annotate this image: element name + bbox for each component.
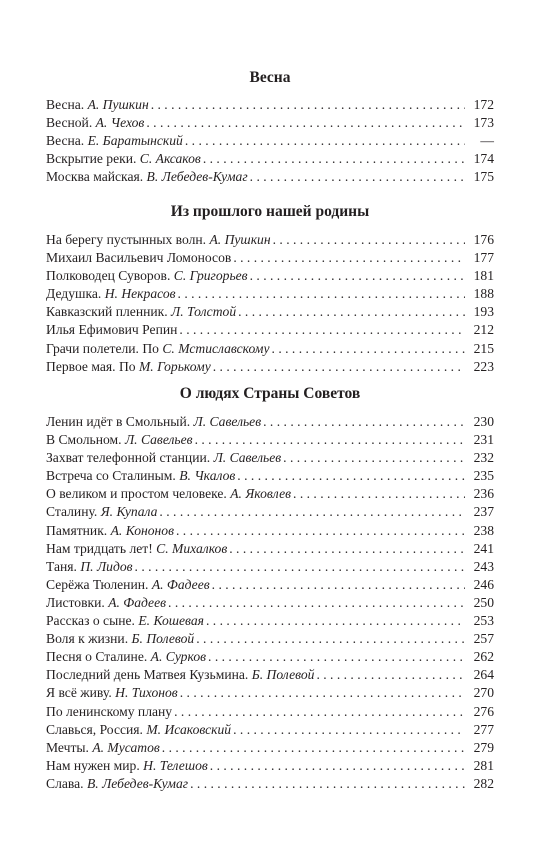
dot-leader (180, 684, 465, 702)
dot-leader (176, 522, 465, 540)
entry-author: Б. Полевой (131, 631, 195, 647)
entry-page-number: 282 (473, 775, 494, 791)
toc-section-soviet-people (46, 384, 494, 793)
entry-title: Мечты. (46, 739, 93, 755)
entry-author: С. Мстиславскому (162, 340, 270, 356)
entry-page-number: 235 (473, 468, 494, 484)
entry-author: М. Горькому (138, 358, 211, 374)
toc-entry[interactable] (46, 431, 494, 449)
entry-title: Песня о Сталине. (46, 649, 151, 665)
dot-leader (190, 775, 465, 793)
entry-page-number: 241 (473, 540, 494, 556)
entry-author: Н. Телешов (143, 757, 208, 773)
entry-page-number: 257 (473, 631, 494, 647)
entry-page-number: — (480, 133, 494, 149)
entry-title: Рассказ о сыне. (46, 613, 139, 629)
entry-page-number: 279 (473, 739, 494, 755)
entry-page-number: 277 (473, 721, 494, 737)
toc-entry[interactable] (46, 558, 494, 576)
entry-author: А. Мусатов (92, 739, 160, 755)
dot-leader (146, 114, 465, 132)
dot-leader (250, 267, 465, 285)
entry-title: Грачи полетели. По (46, 340, 163, 356)
entry-author: Л. Савельев (213, 450, 282, 466)
toc-entry[interactable] (46, 285, 494, 303)
entry-title: Михаил Васильевич Ломоносов (46, 250, 232, 266)
dot-leader (159, 503, 465, 521)
entry-page-number: 193 (473, 304, 494, 320)
toc-entry[interactable] (46, 612, 494, 630)
entry-title: Последний день Матвея Кузьмина. (46, 667, 252, 683)
entry-text (46, 96, 149, 114)
entry-page-number: 175 (473, 169, 494, 185)
toc-entry[interactable] (46, 132, 494, 150)
toc-entry[interactable] (46, 340, 494, 358)
entry-text (46, 540, 227, 558)
entry-text (46, 684, 178, 702)
dot-leader (179, 321, 465, 339)
entry-author: Л. Толстой (171, 304, 237, 320)
entry-text (46, 721, 231, 739)
entry-text (46, 431, 193, 449)
dot-leader (272, 340, 465, 358)
toc-entry[interactable] (46, 467, 494, 485)
dot-leader (178, 285, 465, 303)
entry-text (46, 503, 157, 521)
dot-leader (151, 96, 465, 114)
dot-leader (135, 558, 465, 576)
dot-leader (203, 150, 465, 168)
entry-text (46, 340, 270, 358)
entry-page-number: 172 (473, 97, 494, 112)
entry-title: Встреча со Сталиным. (46, 468, 180, 484)
entry-text (46, 358, 211, 376)
entry-title: Кавказский пленник. (46, 304, 172, 320)
entry-text (46, 485, 291, 503)
entry-text (46, 150, 201, 168)
dot-leader (168, 594, 465, 612)
entry-author: М. Исаковский (146, 721, 232, 737)
entry-title: Захват телефонной станции. (46, 450, 214, 466)
toc-entry[interactable] (46, 775, 494, 793)
entry-text (46, 303, 236, 321)
entry-author: А. Чехов (95, 115, 145, 131)
entry-page-number: 212 (473, 322, 494, 338)
toc-entry[interactable] (46, 684, 494, 702)
entry-title: Сталину. (46, 504, 101, 520)
entry-text (46, 522, 174, 540)
entry-page-number: 281 (473, 757, 494, 773)
dot-leader (316, 666, 465, 684)
entry-title: О великом и простом человеке. (46, 486, 231, 502)
entry-title: Илья Ефимович Репин (46, 322, 178, 338)
toc-entry[interactable] (46, 231, 494, 249)
entry-author: С. Аксаков (139, 151, 201, 167)
entry-author: П. Лидов (80, 558, 133, 574)
toc-entry[interactable] (46, 168, 494, 186)
entry-page-number: 230 (473, 414, 494, 429)
entry-author: Е. Кошевая (138, 613, 204, 629)
entry-page-number: 238 (473, 522, 494, 538)
dot-leader (273, 231, 465, 249)
entry-author: С. Григорьев (173, 268, 248, 284)
entry-page-number: 232 (473, 450, 494, 466)
toc-entry[interactable] (46, 522, 494, 540)
toc-entry[interactable] (46, 594, 494, 612)
entry-author: Е. Баратынский (87, 133, 183, 149)
toc-entry[interactable] (46, 358, 494, 376)
dot-leader (233, 721, 465, 739)
dot-leader (162, 739, 465, 757)
entry-title: Серёжа Тюленин. (46, 576, 152, 592)
dot-leader (208, 648, 465, 666)
dot-leader (195, 431, 465, 449)
entry-text (46, 168, 248, 186)
toc-section-history (46, 202, 494, 376)
dot-leader (237, 467, 465, 485)
entry-title: По ленинскому плану (46, 703, 173, 719)
entry-author: В. Лебедев-Кумаг (146, 169, 248, 185)
entry-page-number: 236 (473, 486, 494, 502)
entry-title: Весна. (46, 133, 88, 149)
entry-page-number: 246 (473, 576, 494, 592)
toc-entry[interactable] (46, 303, 494, 321)
toc-entry[interactable] (46, 666, 494, 684)
entry-title: Нам нужен мир. (46, 757, 144, 773)
entry-author: А. Сурков (150, 649, 207, 665)
entry-title: Памятник. (46, 522, 111, 538)
entry-author: А. Фадеев (108, 594, 167, 610)
entry-title: На берегу пустынных волн. (46, 232, 210, 247)
entry-text (46, 666, 314, 684)
section-heading: Весна (249, 69, 291, 86)
toc-entry[interactable] (46, 630, 494, 648)
entry-title: Ленин идёт в Смольный. (46, 414, 194, 429)
entry-page-number: 276 (473, 703, 494, 719)
entry-page-number: 176 (473, 232, 494, 247)
entry-text (46, 449, 281, 467)
dot-leader (185, 132, 465, 150)
entry-text (46, 231, 271, 249)
dot-leader (238, 303, 465, 321)
entry-text (46, 285, 176, 303)
entry-title: Весна. (46, 97, 88, 112)
entry-page-number: 231 (473, 432, 494, 448)
entry-text (46, 757, 208, 775)
dot-leader (210, 757, 465, 775)
entry-title: Воля к жизни. (46, 631, 132, 647)
entry-author: А. Фадеев (151, 576, 210, 592)
entry-title: Вскрытие реки. (46, 151, 140, 167)
toc-entry[interactable] (46, 150, 494, 168)
entry-author: А. Яковлев (230, 486, 292, 502)
entry-page-number: 173 (473, 115, 494, 131)
entry-title: Я всё живу. (46, 685, 116, 701)
entry-author: А. Кононов (110, 522, 174, 538)
entry-author: Н. Тихонов (115, 685, 178, 701)
entry-title: Весной. (46, 115, 96, 131)
toc-entry[interactable] (46, 721, 494, 739)
section-heading: О людях Страны Советов (179, 385, 361, 402)
entry-text (46, 114, 144, 132)
entry-page-number: 188 (473, 286, 494, 302)
toc-entry[interactable] (46, 321, 494, 339)
entry-title: Листовки. (46, 594, 109, 610)
toc-entry[interactable] (46, 114, 494, 132)
entry-text (46, 775, 188, 793)
entry-text (46, 612, 204, 630)
dot-leader (196, 630, 465, 648)
entry-author: А. Пушкин (87, 97, 149, 112)
toc-entry[interactable] (46, 485, 494, 503)
entry-author: С. Михалков (156, 540, 228, 556)
entry-title: Нам тридцать лет! (46, 540, 157, 556)
toc-entry[interactable] (46, 267, 494, 285)
entry-page-number: 237 (473, 504, 494, 520)
entry-page-number: 243 (473, 558, 494, 574)
dot-leader (229, 540, 465, 558)
entry-page-number: 262 (473, 649, 494, 665)
dot-leader (250, 168, 465, 186)
entry-text (46, 249, 231, 267)
entry-author: В. Лебедев-Кумаг (86, 775, 189, 791)
entry-title: Славься, Россия. (46, 721, 147, 737)
entry-page-number: 177 (473, 250, 494, 266)
entry-author: А. Пушкин (209, 232, 271, 247)
dot-leader (233, 249, 465, 267)
entry-page-number: 264 (473, 667, 494, 683)
toc-section-spring (46, 68, 494, 186)
entry-author: Л. Савельев (124, 432, 193, 448)
entry-page-number: 223 (473, 358, 494, 374)
entry-page-number: 215 (473, 340, 494, 356)
entry-text (46, 594, 166, 612)
dot-leader (174, 703, 465, 721)
entry-author: Н. Некрасов (104, 286, 176, 302)
entry-author: В. Чкалов (179, 468, 236, 484)
toc-entry[interactable] (46, 413, 494, 431)
entry-page-number: 253 (473, 613, 494, 629)
entry-title: Таня. (46, 558, 81, 574)
entry-text (46, 648, 206, 666)
toc-entry[interactable] (46, 96, 494, 114)
entry-text (46, 413, 261, 431)
dot-leader (206, 612, 465, 630)
entry-text (46, 132, 183, 150)
toc-entry[interactable] (46, 449, 494, 467)
entry-author: Б. Полевой (251, 667, 315, 683)
entry-title: Дедушка. (46, 286, 105, 302)
entry-page-number: 181 (473, 268, 494, 284)
entry-page-number: 270 (473, 685, 494, 701)
toc-entry[interactable] (46, 503, 494, 521)
dot-leader (283, 449, 465, 467)
entry-text (46, 321, 177, 339)
section-heading: Из прошлого нашей родины (170, 203, 370, 220)
entry-text (46, 558, 133, 576)
toc-entry[interactable] (46, 540, 494, 558)
toc-entry[interactable] (46, 249, 494, 267)
entry-title: Полководец Суворов. (46, 268, 174, 284)
entry-text (46, 467, 235, 485)
entry-text (46, 267, 248, 285)
entry-text (46, 630, 194, 648)
dot-leader (212, 576, 465, 594)
entry-author: Л. Савельев (193, 414, 262, 429)
toc-entry[interactable] (46, 648, 494, 666)
dot-leader (213, 358, 465, 376)
entry-title: Слава. (46, 775, 87, 791)
entry-text (46, 576, 210, 594)
toc-entry[interactable] (46, 703, 494, 721)
entry-page-number: 174 (473, 151, 494, 167)
entry-title: В Смольном. (46, 432, 125, 448)
entry-author: Я. Купала (100, 504, 158, 520)
entry-text (46, 703, 172, 721)
toc-entry[interactable] (46, 739, 494, 757)
dot-leader (263, 413, 465, 431)
toc-entry[interactable] (46, 757, 494, 775)
entry-text (46, 739, 160, 757)
toc-entry[interactable] (46, 576, 494, 594)
dot-leader (293, 485, 465, 503)
entry-title: Первое мая. По (46, 358, 139, 374)
entry-title: Москва майская. (46, 169, 147, 185)
entry-page-number: 250 (473, 594, 494, 610)
